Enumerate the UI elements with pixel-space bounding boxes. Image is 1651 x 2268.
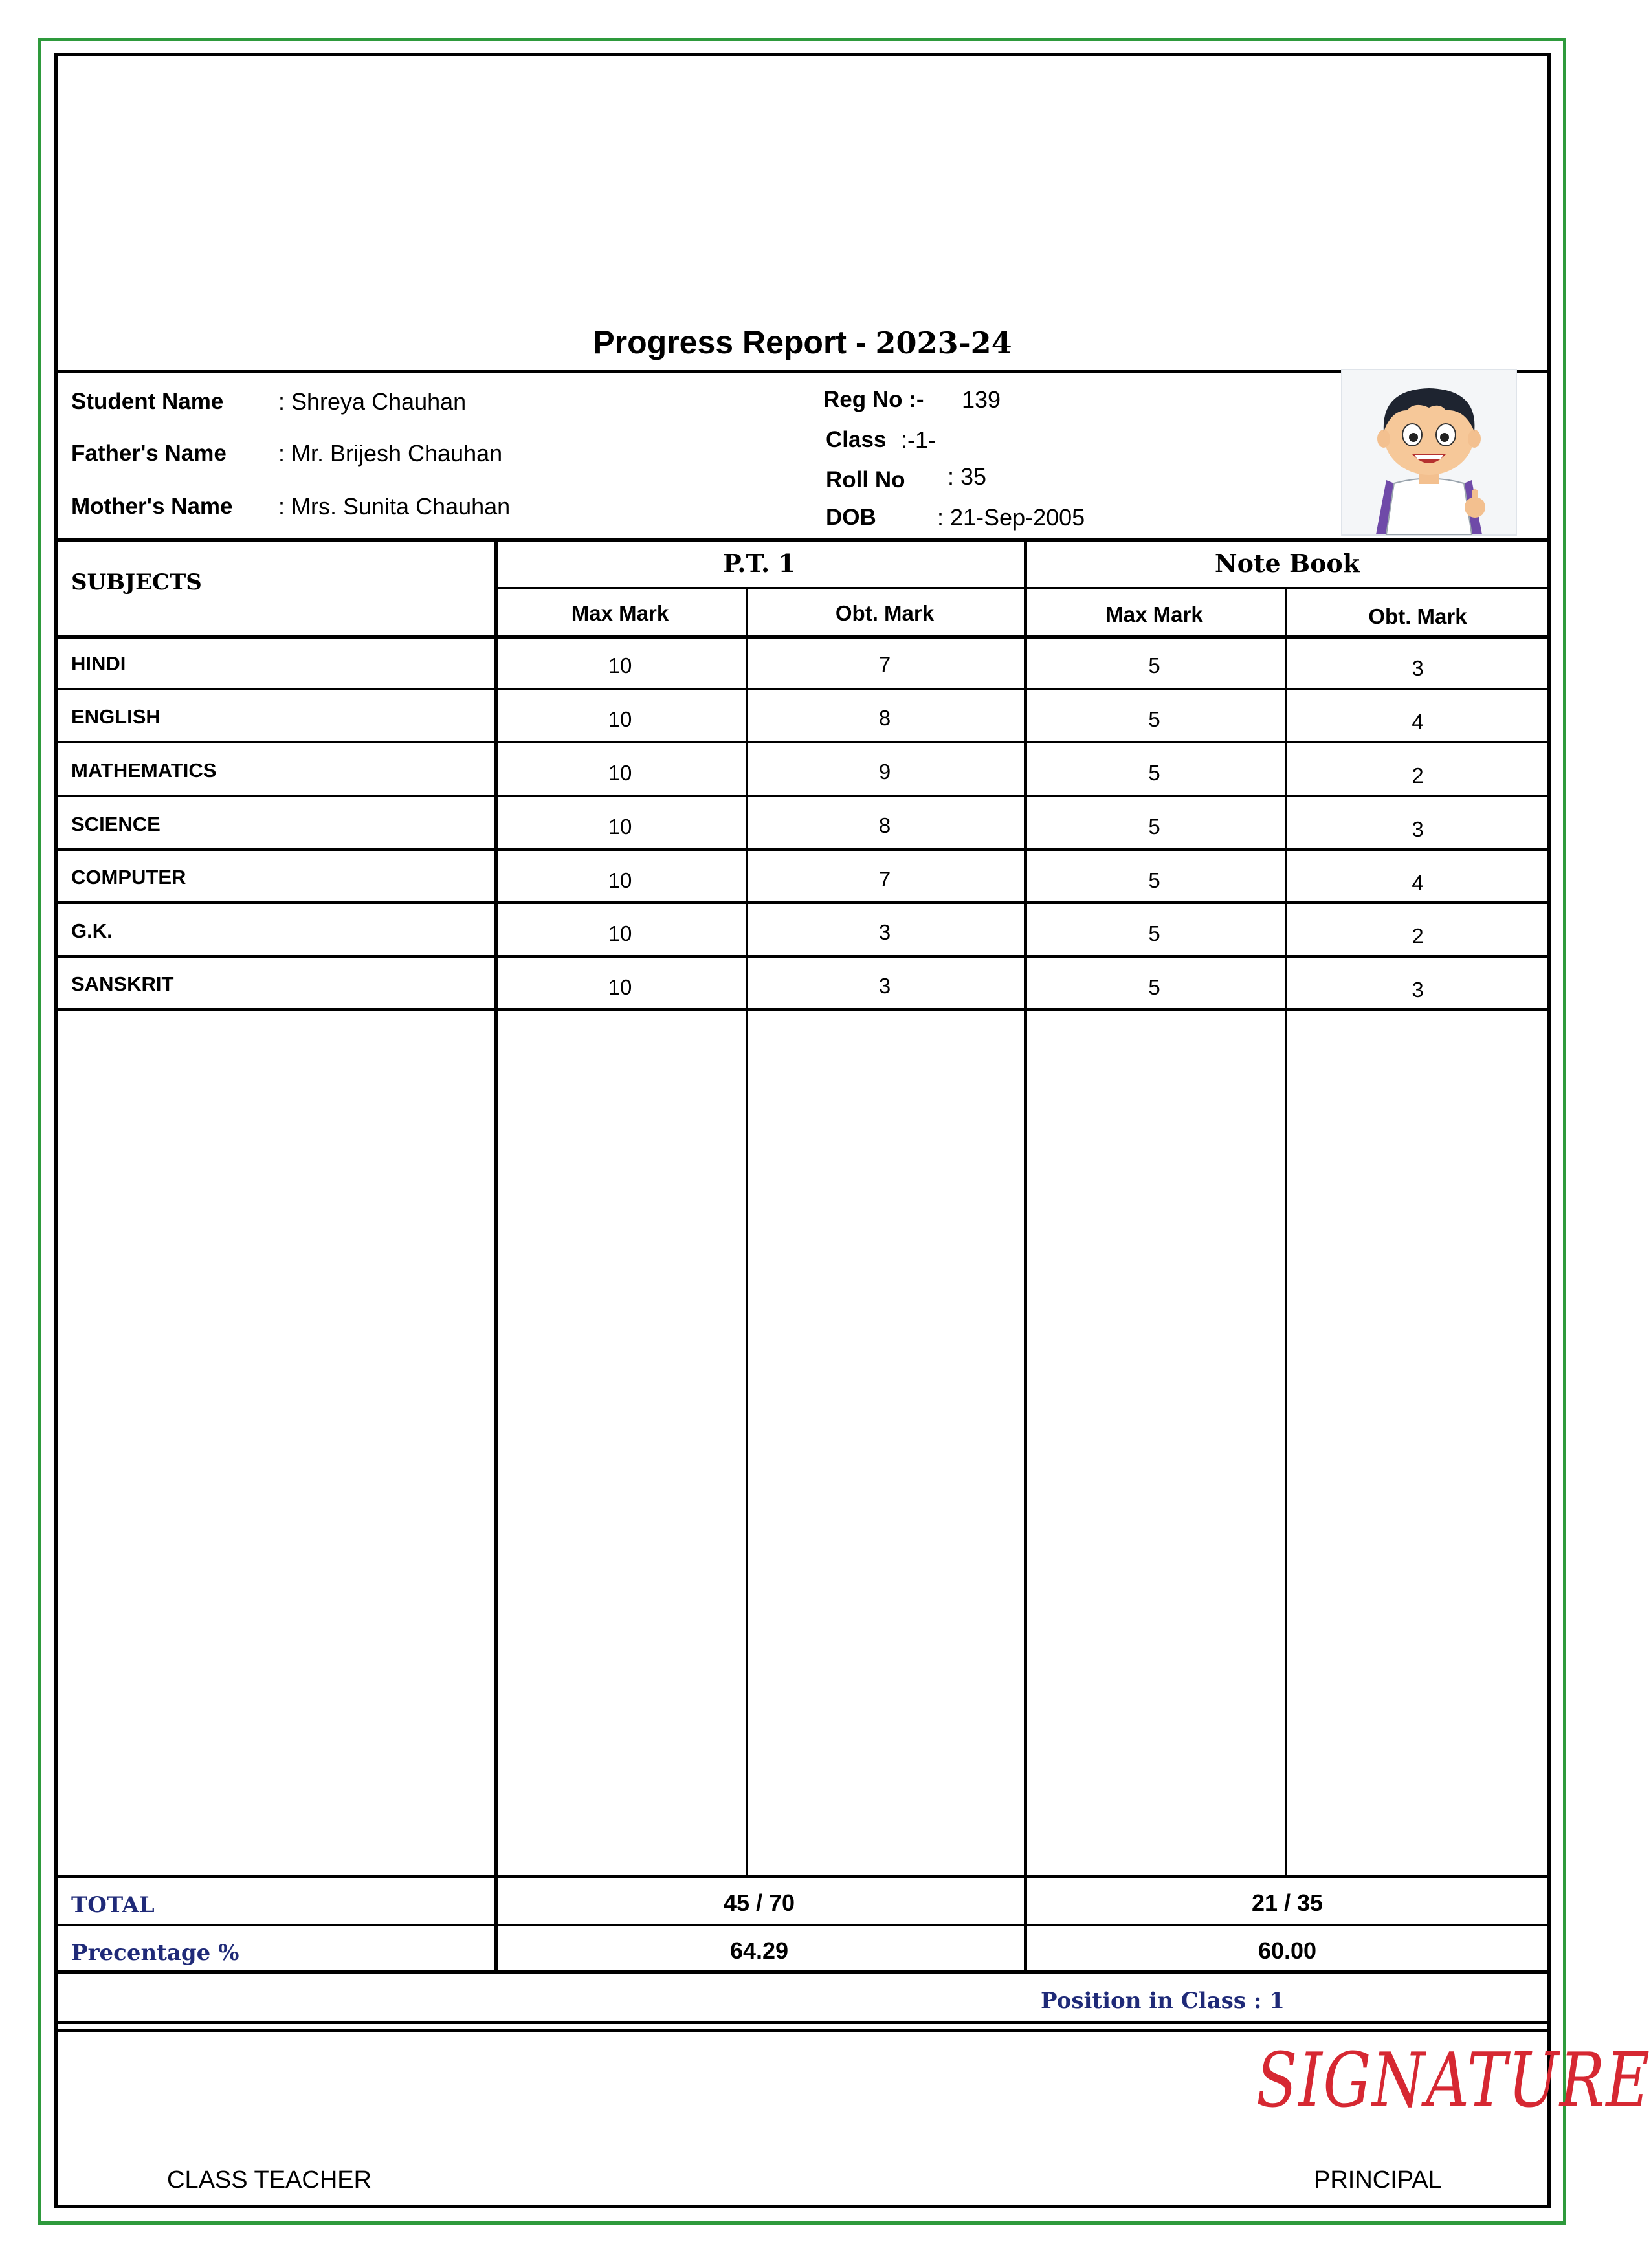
principal-signature: SIGNATURE [1256, 2037, 1651, 2124]
pt1-header: P.T. 1 [723, 549, 795, 578]
class-position: Position in Class : 1 [1041, 1988, 1285, 2014]
percentage-label: Precentage % [71, 1940, 239, 1966]
mother-name-label: Mother's Name [71, 494, 233, 519]
pt1-max-mark-header: Max Mark [571, 601, 669, 625]
report-frame [54, 53, 1651, 2208]
total-top-border [54, 1875, 1551, 1878]
pt1-obt-cell: 9 [878, 760, 891, 784]
row-divider [54, 901, 1551, 904]
pt1-max-cell: 10 [608, 975, 632, 999]
reg-no-label: Reg No :- [823, 387, 924, 412]
pt1-obt-cell: 3 [878, 920, 891, 944]
nb-max-cell: 5 [1148, 815, 1160, 839]
pt1-obt-mark-header: Obt. Mark [835, 601, 935, 625]
pt1-obt-cell: 3 [878, 974, 891, 998]
row-divider [54, 741, 1551, 743]
pt1-max-cell: 10 [608, 921, 632, 945]
class-value: :-1- [901, 426, 936, 453]
student-name-label: Student Name [71, 389, 224, 414]
nb-max-cell: 5 [1148, 761, 1160, 785]
row-divider [54, 955, 1551, 958]
pt1-max-cell: 10 [608, 707, 632, 731]
exam-header-divider [494, 587, 1551, 589]
pt1-total: 45 / 70 [723, 1889, 795, 1916]
subject-name: ENGLISH [71, 705, 161, 728]
pt1-max-cell: 10 [608, 815, 632, 839]
nb-obt-cell: 2 [1412, 764, 1424, 787]
principal-label: PRINCIPAL [1314, 2166, 1442, 2194]
title-divider [54, 370, 1551, 373]
nb-max-cell: 5 [1148, 975, 1160, 999]
row-divider [54, 1008, 1551, 1011]
signature-top-border [54, 2029, 1551, 2032]
subject-name: HINDI [71, 652, 126, 675]
pt1-percentage: 64.29 [729, 1937, 789, 1964]
notebook-total: 21 / 35 [1251, 1889, 1324, 1916]
row-divider [54, 795, 1551, 797]
report-title-text: Progress Report - [593, 324, 867, 360]
pt1-max-cell: 10 [608, 654, 632, 677]
nb-obt-cell: 3 [1412, 817, 1424, 841]
roll-no-label: Roll No [826, 467, 905, 492]
nb-obt-cell: 3 [1412, 656, 1424, 680]
class-teacher-label: CLASS TEACHER [167, 2166, 372, 2194]
subject-name: G.K. [71, 919, 113, 942]
report-session: 2023-24 [875, 325, 1012, 360]
nb-max-cell: 5 [1148, 868, 1160, 892]
father-name-value: : Mr. Brijesh Chauhan [278, 440, 503, 467]
nb-max-cell: 5 [1148, 921, 1160, 945]
roll-no-value: : 35 [947, 463, 987, 490]
nb-obt-cell: 3 [1412, 978, 1424, 1002]
row-divider [54, 848, 1551, 851]
pt1-obt-cell: 7 [878, 652, 891, 676]
student-photo [1341, 369, 1517, 536]
nb-obt-cell: 2 [1412, 924, 1424, 948]
nb-max-cell: 5 [1148, 707, 1160, 731]
row-divider [54, 688, 1551, 690]
mother-name-value: : Mrs. Sunita Chauhan [278, 493, 511, 520]
pt1-max-cell: 10 [608, 761, 632, 785]
column-divider [494, 538, 498, 1974]
student-cartoon-icon [1342, 370, 1516, 534]
pt1-obt-cell: 8 [878, 706, 891, 730]
pt1-obt-cell: 8 [878, 813, 891, 837]
dob-label: DOB [826, 505, 876, 530]
student-name-value: : Shreya Chauhan [278, 388, 467, 415]
nb-obt-cell: 4 [1412, 871, 1424, 895]
class-label: Class [826, 427, 887, 452]
reg-no-value: 139 [962, 386, 1001, 413]
position-bottom-border [54, 2021, 1551, 2024]
report-title [0, 324, 1605, 361]
subjects-header: SUBJECTS [71, 569, 202, 595]
nb-obt-mark-header: Obt. Mark [1368, 604, 1467, 628]
subject-name: SCIENCE [71, 813, 161, 835]
percentage-bottom-border [54, 1970, 1551, 1974]
father-name-label: Father's Name [71, 441, 227, 466]
table-top-border [54, 538, 1551, 542]
subject-name: SANSKRIT [71, 973, 174, 995]
subject-name: COMPUTER [71, 866, 186, 888]
pt1-obt-cell: 7 [878, 867, 891, 891]
pt1-max-cell: 10 [608, 868, 632, 892]
nb-max-cell: 5 [1148, 654, 1160, 677]
notebook-percentage: 60.00 [1258, 1937, 1317, 1964]
nb-obt-cell: 4 [1412, 710, 1424, 734]
total-bottom-border [54, 1924, 1551, 1926]
column-divider [1024, 538, 1027, 1974]
notebook-header: Note Book [1214, 549, 1360, 578]
nb-max-mark-header: Max Mark [1105, 602, 1203, 626]
header-bottom-border [54, 635, 1551, 639]
dob-value: : 21-Sep-2005 [937, 504, 1085, 531]
subject-name: MATHEMATICS [71, 759, 217, 782]
total-label: TOTAL [71, 1892, 155, 1918]
